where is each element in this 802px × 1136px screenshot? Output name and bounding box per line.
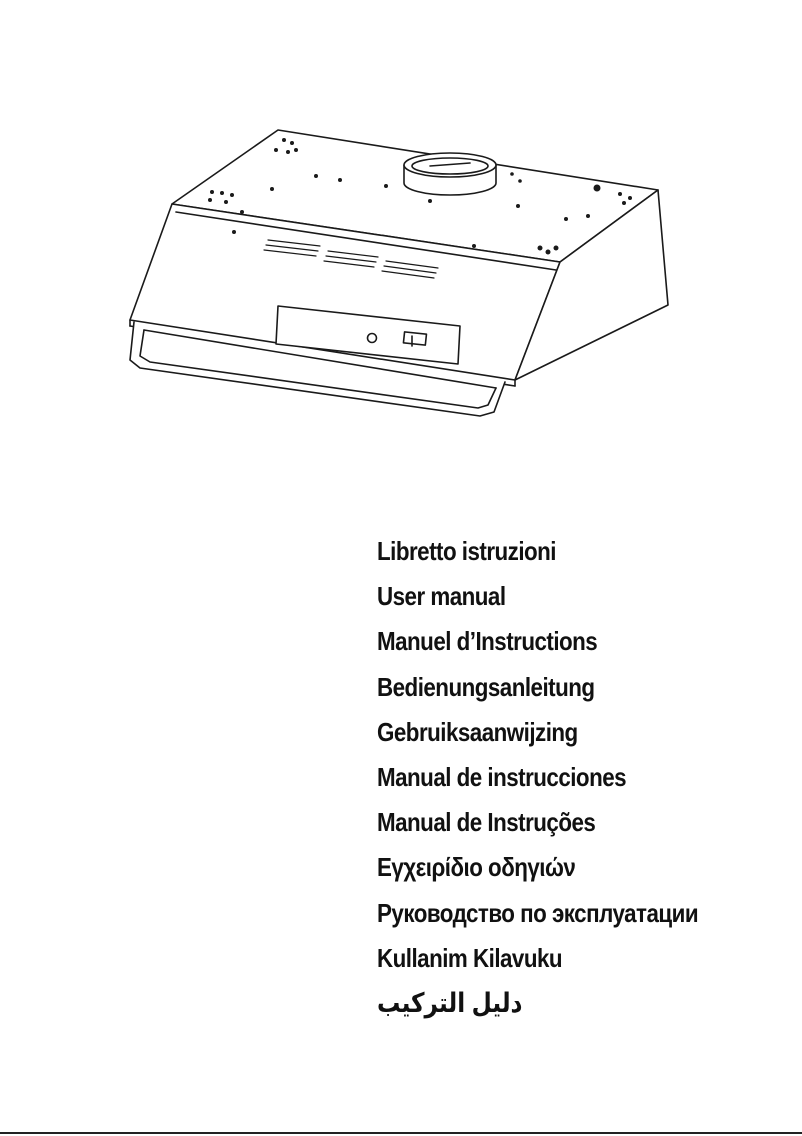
manual-title-arabic: دليل التركيب <box>377 987 523 1018</box>
manual-title-italian: Libretto istruzioni <box>377 536 557 566</box>
manual-title-list <box>377 533 750 1030</box>
bottom-divider <box>0 1132 802 1134</box>
manual-title-greek: Εγχειρίδιο οδηγιών <box>377 852 576 883</box>
light-switch-icon <box>403 332 426 345</box>
range-hood-illustration <box>110 110 690 450</box>
manual-title-spanish: Manual de instrucciones <box>377 761 627 792</box>
exhaust-outlet-icon <box>404 153 496 195</box>
manual-title-russian: Руководство по эксплуатации <box>377 897 699 928</box>
manual-title-portuguese: Manual de Instruções <box>377 807 596 838</box>
manual-title-dutch: Gebruiksaanwijzing <box>377 716 578 747</box>
manual-title-german: Bedienungsanleitung <box>377 671 595 702</box>
manual-title-turkish: Kullanim Kilavuku <box>377 942 563 973</box>
manual-title-french: Manuel d’Instructions <box>377 626 598 657</box>
manual-title-english: User manual <box>377 581 506 612</box>
